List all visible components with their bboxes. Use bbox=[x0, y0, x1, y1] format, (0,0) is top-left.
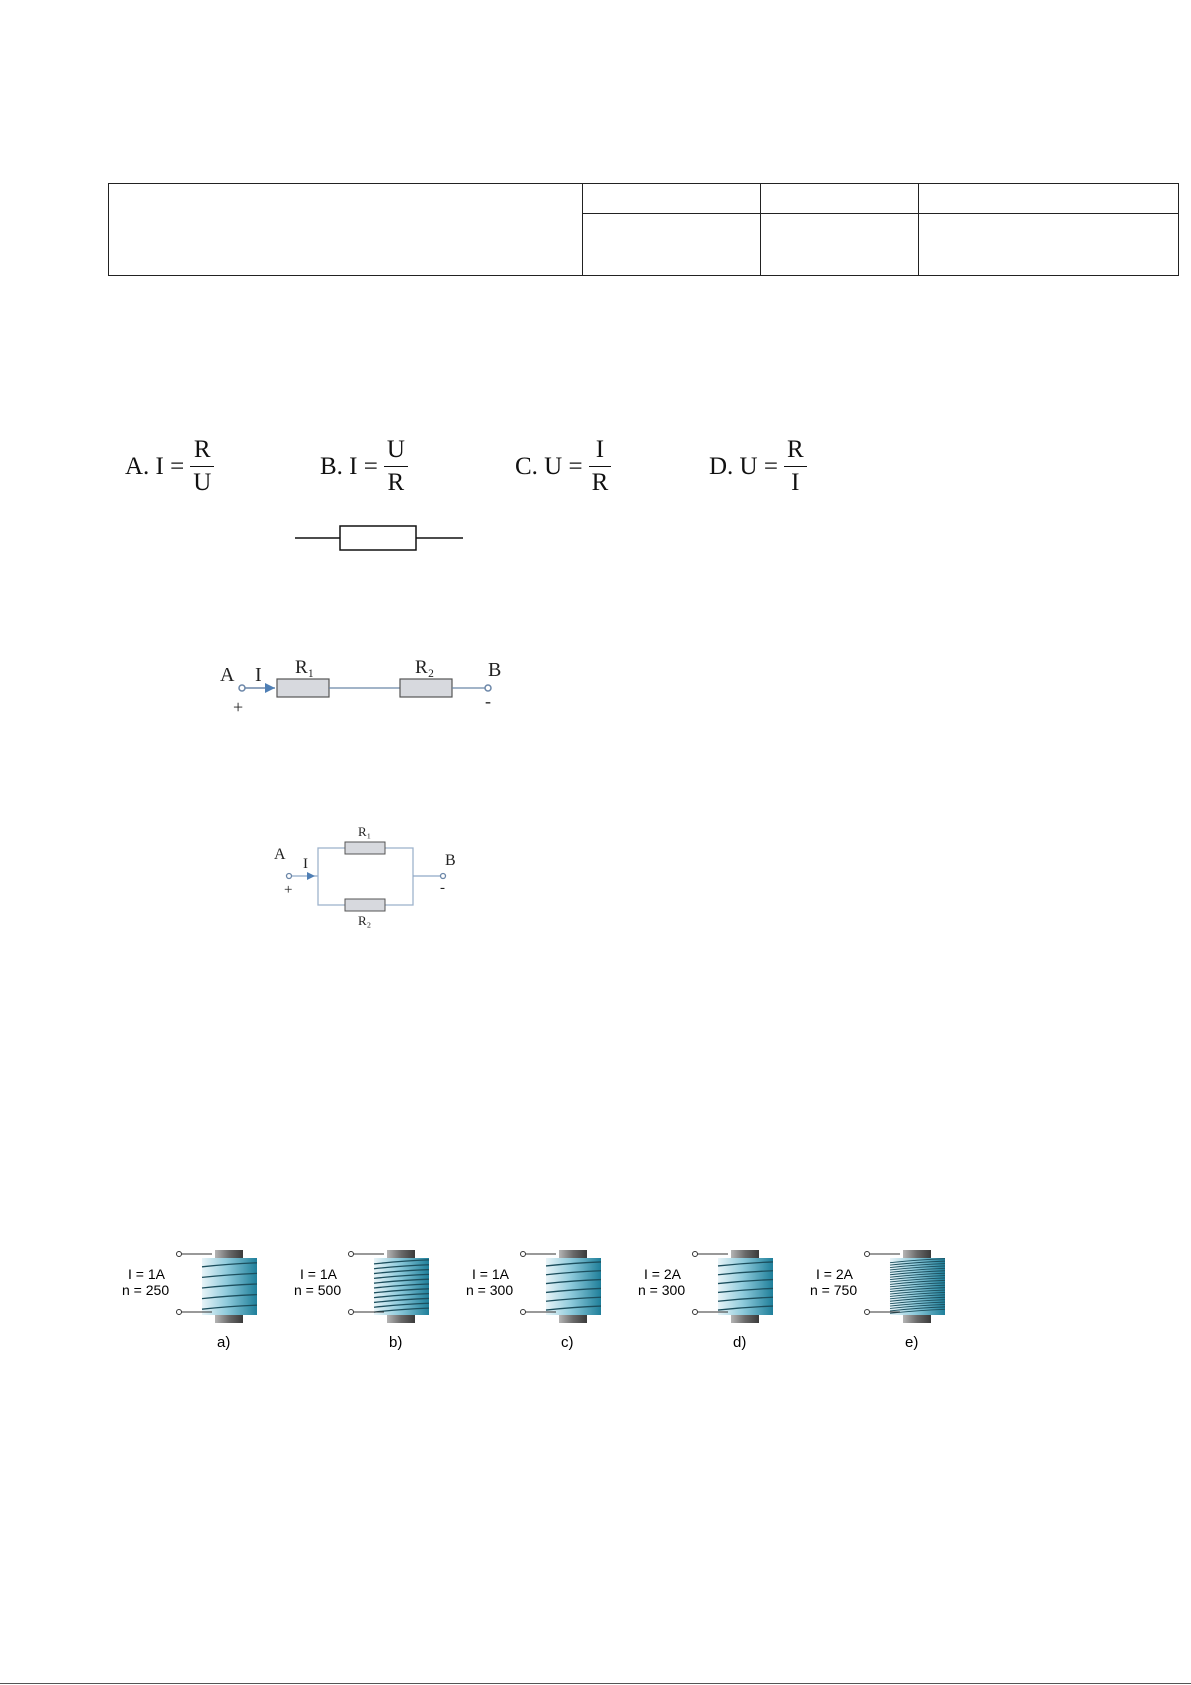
parallel-current: I bbox=[303, 856, 308, 872]
header-table bbox=[108, 183, 1179, 276]
terminal-bottom bbox=[865, 1310, 870, 1315]
series-circuit-diagram bbox=[215, 655, 515, 735]
core-top bbox=[903, 1250, 931, 1259]
parallel-r2-label: R₂ bbox=[358, 913, 372, 928]
core-top bbox=[731, 1250, 759, 1259]
solenoid-figure bbox=[120, 1250, 980, 1360]
core-bottom bbox=[215, 1314, 243, 1323]
option-b-fraction bbox=[384, 436, 408, 497]
option-c-numerator: I bbox=[595, 436, 605, 463]
option-a-fraction bbox=[190, 436, 214, 497]
terminal-bottom bbox=[693, 1310, 698, 1315]
series-minus: - bbox=[485, 691, 491, 711]
coil-turns-label: n = 500 bbox=[294, 1282, 342, 1298]
series-r1-label: R₁ bbox=[295, 657, 315, 678]
header-cell-4 bbox=[583, 214, 761, 276]
parallel-point-a: A bbox=[274, 846, 286, 863]
header-cell-school bbox=[109, 184, 583, 276]
coil-turns-label: n = 750 bbox=[810, 1282, 858, 1298]
header-cell-2 bbox=[761, 184, 919, 214]
core-top bbox=[387, 1250, 415, 1259]
current-arrow-icon bbox=[307, 872, 315, 880]
option-a-numerator: R bbox=[193, 436, 211, 463]
terminal-top bbox=[349, 1252, 354, 1257]
coil-e bbox=[810, 1250, 945, 1351]
option-b bbox=[320, 436, 408, 497]
coil-turns-label: n = 250 bbox=[122, 1282, 170, 1298]
core-bottom bbox=[387, 1314, 415, 1323]
parallel-circuit-diagram bbox=[270, 820, 470, 935]
coil-turns-label: n = 300 bbox=[466, 1282, 514, 1298]
parallel-minus: - bbox=[440, 880, 445, 896]
terminal-top bbox=[521, 1252, 526, 1257]
header-cell-3 bbox=[919, 184, 1179, 214]
coil-current-label: I = 1A bbox=[128, 1266, 165, 1282]
parallel-plus: + bbox=[284, 882, 293, 898]
option-c-prefix: C. U = bbox=[515, 452, 583, 480]
option-d-fraction bbox=[784, 436, 807, 497]
coil-c bbox=[466, 1250, 601, 1351]
terminal-top bbox=[865, 1252, 870, 1257]
coil-caption: c) bbox=[561, 1334, 574, 1351]
header-cell-5 bbox=[761, 214, 919, 276]
terminal-b bbox=[441, 874, 446, 879]
series-current: I bbox=[255, 664, 262, 686]
terminal-bottom bbox=[177, 1310, 182, 1315]
option-c-denominator: R bbox=[591, 469, 609, 496]
terminal-a bbox=[239, 685, 245, 691]
parallel-point-b: B bbox=[445, 852, 456, 869]
coil-current-label: I = 2A bbox=[644, 1266, 681, 1282]
core-bottom bbox=[559, 1314, 587, 1323]
resistor-r2 bbox=[400, 679, 452, 697]
option-d-denominator: I bbox=[791, 469, 800, 496]
coil-d bbox=[638, 1250, 773, 1351]
resistor-r2 bbox=[345, 899, 385, 911]
coil-caption: a) bbox=[217, 1334, 231, 1351]
option-a-denominator: U bbox=[193, 469, 212, 496]
coil-current-label: I = 2A bbox=[816, 1266, 853, 1282]
coil-group bbox=[122, 1250, 945, 1351]
option-c-fraction bbox=[589, 436, 612, 497]
option-d-prefix: D. U = bbox=[709, 452, 778, 480]
terminal-a bbox=[287, 874, 292, 879]
coil-caption: b) bbox=[389, 1334, 403, 1351]
series-point-b: B bbox=[488, 659, 502, 681]
option-b-prefix: B. I = bbox=[320, 452, 378, 480]
coil-caption: e) bbox=[905, 1334, 919, 1351]
coil-b bbox=[294, 1250, 429, 1351]
resistor-r1 bbox=[277, 679, 329, 697]
core-bottom bbox=[731, 1314, 759, 1323]
resistor-r1 bbox=[345, 842, 385, 854]
option-d-numerator: R bbox=[786, 436, 804, 463]
resistor-symbol bbox=[295, 523, 465, 553]
coil-current-label: I = 1A bbox=[472, 1266, 509, 1282]
terminal-top bbox=[177, 1252, 182, 1257]
option-a bbox=[125, 436, 214, 497]
option-b-numerator: U bbox=[386, 436, 405, 463]
coil-caption: d) bbox=[733, 1334, 747, 1351]
core-top bbox=[559, 1250, 587, 1259]
option-d bbox=[709, 436, 807, 497]
terminal-top bbox=[693, 1252, 698, 1257]
core-bottom bbox=[903, 1314, 931, 1323]
coil-a bbox=[122, 1250, 257, 1351]
series-r2-label: R₂ bbox=[415, 657, 435, 678]
current-arrow-icon bbox=[265, 683, 275, 693]
coil-current-label: I = 1A bbox=[300, 1266, 337, 1282]
core-top bbox=[215, 1250, 243, 1259]
page-bottom-rule bbox=[0, 1683, 1191, 1684]
option-b-denominator: R bbox=[387, 469, 405, 496]
parallel-branches bbox=[318, 848, 413, 905]
coil-turns-label: n = 300 bbox=[638, 1282, 686, 1298]
parallel-r1-label: R₁ bbox=[358, 824, 372, 839]
header-cell-6 bbox=[919, 214, 1179, 276]
series-point-a: A bbox=[220, 664, 235, 686]
header-cell-1 bbox=[583, 184, 761, 214]
terminal-bottom bbox=[521, 1310, 526, 1315]
series-plus: + bbox=[233, 697, 244, 717]
option-c bbox=[515, 436, 611, 497]
terminal-bottom bbox=[349, 1310, 354, 1315]
option-a-prefix: A. I = bbox=[125, 452, 185, 480]
